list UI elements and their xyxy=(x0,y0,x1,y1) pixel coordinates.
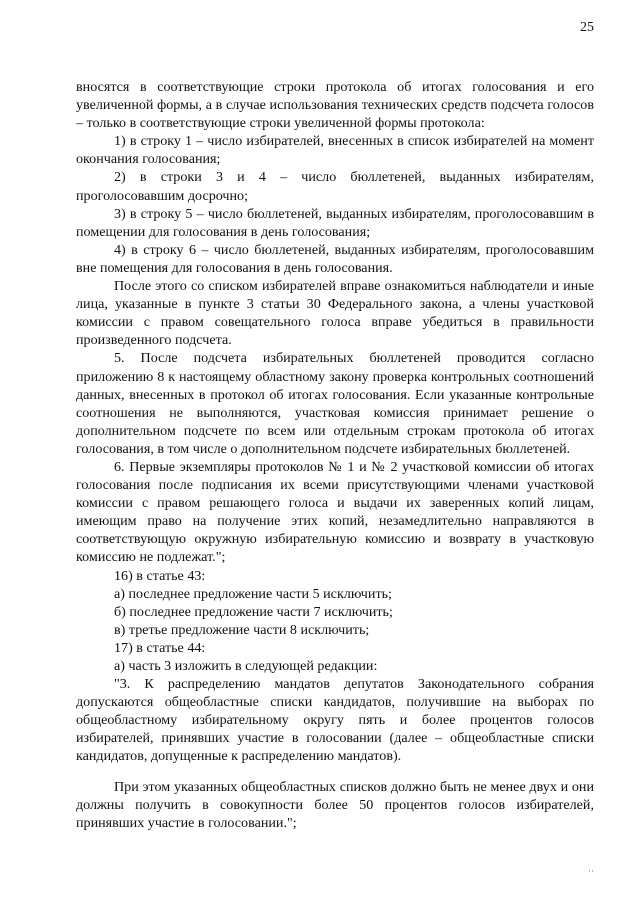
quoted-paragraph-3: "3. К распределению мандатов депутатов Законодательного собрания допускаются общеобластные списки кандидатов, получившие на выборах по общеобластному избирательному округу пять и более процентов голосов избирателей, принявших участие в голосовании (далее – общеобластные списки кандидатов, допущенные к распределению мандатов). xyxy=(76,676,594,765)
list-item-2: 2) в строки 3 и 4 – число бюллетеней, выданных избирателям, проголосовавшим досрочно; xyxy=(76,169,594,204)
page-number: 25 xyxy=(580,20,594,35)
document-body xyxy=(76,78,594,832)
paragraph-observers: После этого со списком избирателей вправе ознакомиться наблюдатели и иные лица, указанные в пункте 3 статьи 30 Федерального закона, а члены участковой комиссии с правом совещательного голоса вправе убедиться в правильности произведенного подсчета. xyxy=(76,278,594,349)
amendment-article-43: 16) в статье 43: xyxy=(114,567,206,584)
amendment-article-44: 17) в статье 44: xyxy=(114,639,206,656)
list-item-1: 1) в строку 1 – число избирателей, внесенных в список избирателей на момент окончания голосования; xyxy=(76,133,594,168)
list-item-3: 3) в строку 5 – число бюллетеней, выданных избирателям, проголосовавшим в помещении для голосования в день голосования; xyxy=(76,205,594,240)
paragraph-point-5: 5. После подсчета избирательных бюллетеней проводится согласно приложению 8 к настоящему областному закону проверка контрольных соотношений данных, внесенных в протокол об итогах голосования. Если указанные контрольные соотношения не выполняются, участковая комиссия принимает решение о дополнительном подсчете по всем или отдельным строкам протокола об итогах голосования, в том числе о дополнительном подсчете избирательных бюллетеней. xyxy=(76,350,594,457)
list-item-4: 4) в строку 6 – число бюллетеней, выданных избирателям, проголосовавшим вне помещения для голосования в день голосования. xyxy=(76,241,594,276)
amendment-43-b: б) последнее предложение части 7 исключить; xyxy=(114,603,393,620)
paragraph-continuation: вносятся в соответствующие строки протокола об итогах голосования и его увеличенной формы, а в случае использования технических средств подсчета голосов – только в соответствующие строки увеличенной формы протокола: xyxy=(76,79,594,132)
quoted-paragraph-closing: При этом указанных общеобластных списков должно быть не менее двух и они должны получить в совокупности более 50 процентов голосов избирателей, принявших участие в голосовании."; xyxy=(76,778,594,831)
scan-edge-mark: ·· xyxy=(588,866,594,876)
amendment-43-c: в) третье предложение части 8 исключить; xyxy=(114,621,370,638)
paragraph-point-6: 6. Первые экземпляры протоколов № 1 и № 2 участковой комиссии об итогах голосования после подписания их всеми присутствующими членами участковой комиссии с правом решающего голоса и выдачи их заверенных копий лицам, имеющим право на получение этих копий, незамедлительно направляются в соответствующую окружную избирательную комиссию и возврату в участковую комиссию не подлежат."; xyxy=(76,458,594,566)
amendment-43-a: а) последнее предложение части 5 исключить; xyxy=(114,585,392,602)
amendment-44-a: а) часть 3 изложить в следующей редакции: xyxy=(114,658,378,674)
